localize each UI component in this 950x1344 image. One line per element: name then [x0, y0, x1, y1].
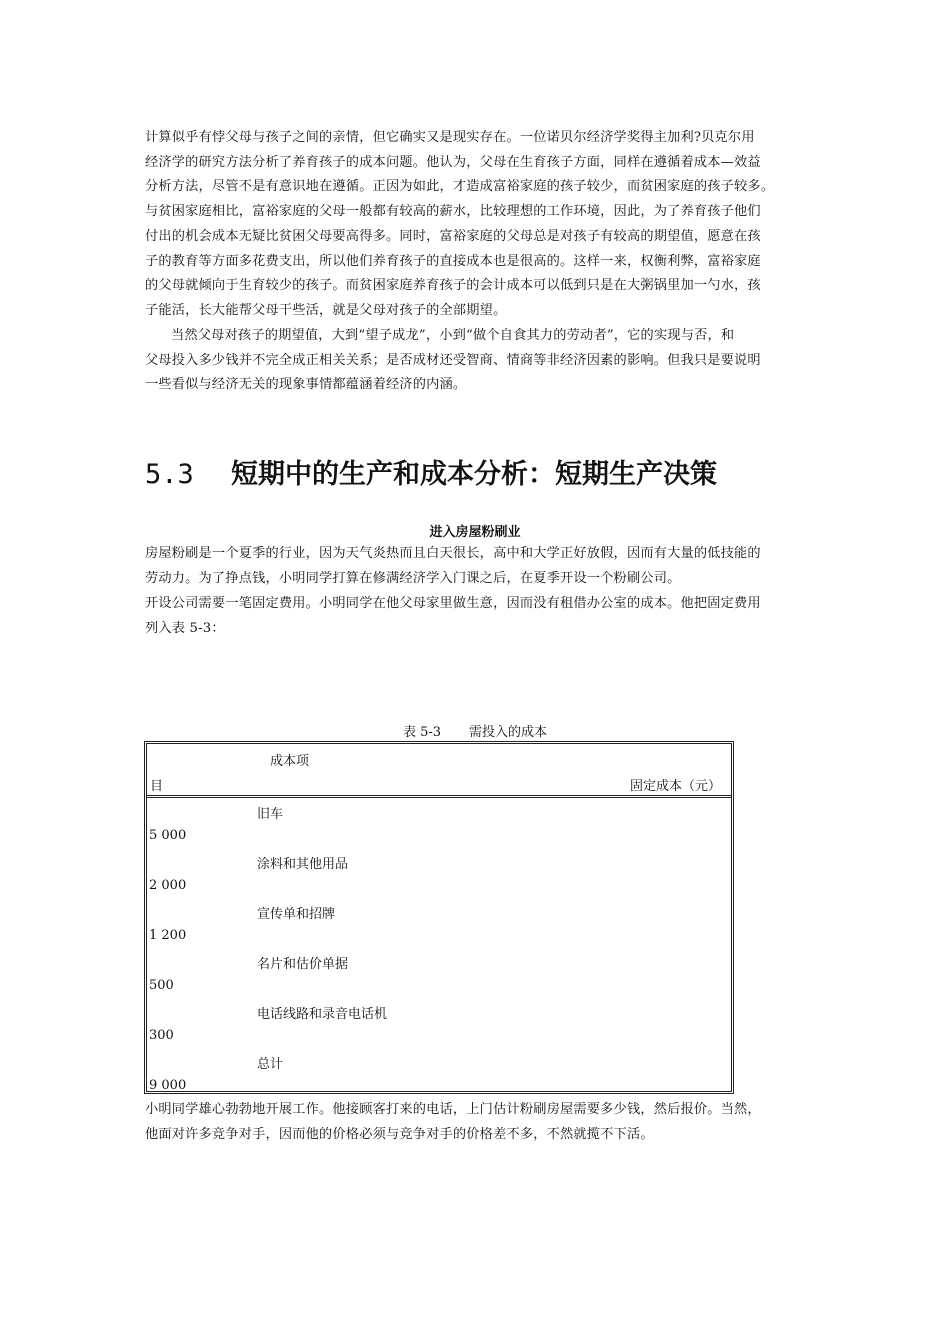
- text-line: 经济学的研究方法分析了养育孩子的成本问题。他认为，父母在生育孩子方面，同样在遵循着成本—效益: [145, 154, 761, 170]
- body-paragraph-3: [145, 542, 805, 591]
- row-item: 涂料和其他用品: [257, 857, 349, 872]
- row-item: 名片和估价单据: [257, 957, 349, 972]
- section-title: 短期中的生产和成本分析：短期生产决策: [231, 459, 717, 490]
- row-item: 电话线路和录音电话机: [257, 1007, 388, 1022]
- text-line: 与贫困家庭相比，富裕家庭的父母一般都有较高的薪水，比较理想的工作环境，因此，为了养育孩子他们: [145, 204, 761, 220]
- row-cost: 500: [149, 978, 174, 993]
- text-line: 子的教育等方面多花费支出，所以他们养育孩子的直接成本也是很高的。这样一来，权衡利弊，富裕家庭: [145, 253, 761, 269]
- body-paragraph-4: [145, 592, 805, 641]
- row-item: 宣传单和招牌: [257, 907, 336, 922]
- text-line: 他面对许多竞争对手，因而他的价格必须与竞争对手的价格差不多，不然就揽不下活。: [145, 1126, 654, 1142]
- column-header-item-wrap: 目: [150, 779, 164, 794]
- text-line: 子能活，长大能帮父母干些活，就是父母对孩子的全部期望。: [145, 302, 507, 318]
- table-title: 需投入的成本: [469, 725, 548, 740]
- text-line: 开设公司需要一笔固定费用。小明同学在他父母家里做生意，因而没有租借办公室的成本。他把固定费用: [145, 596, 761, 611]
- total-item: 总计: [257, 1057, 284, 1072]
- column-header-cost: 固定成本（元）: [630, 779, 722, 794]
- section-heading: [145, 452, 717, 491]
- section-number: 5.3: [145, 459, 194, 490]
- text-line: 的父母就倾向于生育较少的孩子。而贫困家庭养育孩子的会计成本可以低到只是在大粥锅里加一勺水，孩: [145, 278, 761, 294]
- text-line: 房屋粉刷是一个夏季的行业，因为天气炎热而且白天很长，高中和大学正好放假，因而有大量的低技能的: [145, 546, 761, 561]
- text-line: 劳动力。为了挣点钱，小明同学打算在修满经济学入门课之后，在夏季开设一个粉刷公司。: [145, 570, 681, 586]
- text-line: 小明同学雄心勃勃地开展工作。他接顾客打来的电话，上门估计粉刷房屋需要多少钱，然后报价。当然，: [145, 1102, 761, 1117]
- row-cost: 300: [149, 1028, 174, 1043]
- body-paragraph-1: [145, 126, 805, 324]
- header-divider: [147, 795, 731, 798]
- text-line: 父母投入多少钱并不完全成正相关关系；是否成材还受智商、情商等非经济因素的影响。但我只是要说明: [145, 352, 761, 368]
- text-line: 付出的机会成本无疑比贫困父母要高得多。同时，富裕家庭的父母总是对孩子有较高的期望值，愿意在孩: [145, 228, 761, 244]
- body-paragraph-2: [145, 324, 805, 398]
- row-cost: 5 000: [149, 828, 187, 843]
- total-cost: 9 000: [149, 1078, 187, 1093]
- column-header-item: 成本项: [270, 754, 310, 769]
- text-line: 列入表 5-3：: [145, 620, 225, 636]
- row-cost: 1 200: [149, 928, 187, 943]
- table-number: 表 5-3: [402, 725, 442, 740]
- table-caption: [0, 721, 950, 740]
- body-paragraph-5: [145, 1098, 805, 1147]
- text-line: 计算似乎有悖父母与孩子之间的亲情，但它确实又是现实存在。一位诺贝尔经济学奖得主加利?贝克尔用: [145, 130, 755, 145]
- case-title: 进入房屋粉刷业: [429, 525, 521, 540]
- cost-table: [144, 741, 734, 1094]
- text-line: 分析方法，尽管不是有意识地在遵循。正因为如此，才造成富裕家庭的孩子较少，而贫困家庭的孩子较多。: [145, 179, 775, 195]
- text-line: 当然父母对孩子的期望值，大到“望子成龙”，小到“做个自食其力的劳动者”，它的实现与否，和: [171, 328, 735, 343]
- text-line: 一些看似与经济无关的现象事情都蕴涵着经济的内涵。: [145, 377, 467, 393]
- row-cost: 2 000: [149, 878, 187, 893]
- row-item: 旧车: [257, 807, 284, 822]
